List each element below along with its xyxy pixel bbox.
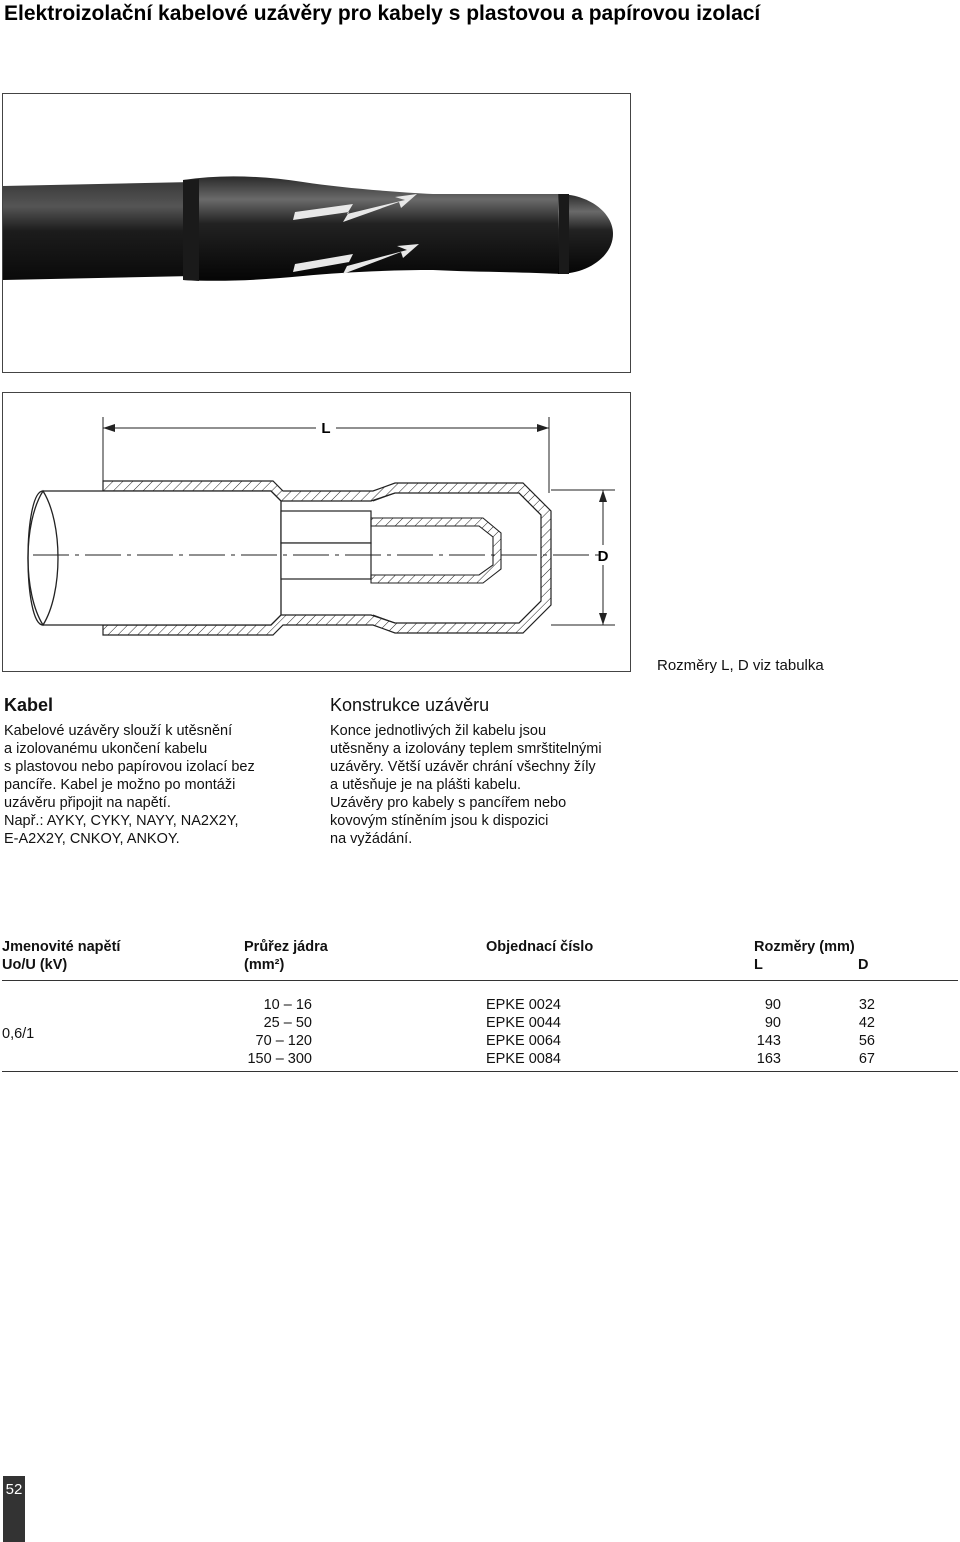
header-area-unit: (mm²) [244, 957, 285, 973]
table-header-row [2, 938, 958, 956]
dimensions-note: Rozměry L, D viz tabulka [657, 657, 824, 674]
order-cell: EPKE 0084 [486, 1051, 561, 1067]
table-header-row [2, 956, 958, 981]
konstrukce-line: na vyžádání. [330, 831, 413, 847]
area-value: 150 – 300 [247, 1051, 312, 1067]
dimension-d-label: D [597, 548, 609, 565]
konstrukce-line: a utěsňuje je na plášti kabelu. [330, 777, 522, 793]
header-order-empty [486, 956, 754, 981]
kabel-line: pancíře. Kabel je možno po montáži [4, 777, 236, 793]
heat-shrink-end-cap-image [3, 94, 631, 373]
kabel-line: Kabelové uzávěry slouží k utěsnění [4, 723, 233, 739]
d-cell [858, 1014, 958, 1032]
table-row [2, 981, 958, 1015]
d-cell [858, 1050, 958, 1072]
header-voltage: Jmenovité napětí [2, 939, 121, 955]
kabel-line: s plastovou nebo papírovou izolací bez [4, 759, 255, 775]
konstrukce-line: Uzávěry pro kabely s pancířem nebo [330, 795, 567, 811]
kabel-line: uzávěru připojit na napětí. [4, 795, 171, 811]
d-cell [858, 981, 958, 1015]
order-cell: EPKE 0044 [486, 1015, 561, 1031]
d-value: 42 [858, 1015, 875, 1031]
kabel-description [4, 722, 304, 848]
header-voltage-unit: Uo/U (kV) [2, 957, 68, 973]
konstrukce-line: Konce jednotlivých žil kabelu jsou [330, 723, 547, 739]
dimension-l-label: L [321, 420, 331, 437]
d-value: 56 [858, 1033, 875, 1049]
l-cell [754, 1014, 858, 1032]
l-cell [754, 1032, 858, 1050]
end-cap-section-drawing [3, 393, 631, 672]
order-cell: EPKE 0024 [486, 997, 561, 1013]
header-area: Průřez jádra [244, 939, 328, 955]
area-cell [244, 1032, 486, 1050]
l-value: 90 [764, 997, 781, 1013]
kabel-line: E-A2X2Y, CNKOY, ANKOY. [4, 831, 180, 847]
kabel-heading: Kabel [4, 695, 54, 715]
area-cell [244, 1014, 486, 1032]
konstrukce-heading: Konstrukce uzávěru [330, 695, 490, 715]
l-value: 90 [764, 1015, 781, 1031]
page-title: Elektroizolační kabelové uzávěry pro kabely s plastovou a papírovou izolací [4, 2, 761, 25]
header-d: D [858, 957, 869, 973]
cross-section-diagram [2, 392, 631, 672]
kabel-line: Např.: AYKY, CYKY, NAYY, NA2X2Y, [4, 813, 239, 829]
l-value: 143 [756, 1033, 781, 1049]
konstrukce-line: uzávěry. Větší uzávěr chrání všechny žíly [330, 759, 596, 775]
d-value: 32 [858, 997, 875, 1013]
l-cell [754, 981, 858, 1015]
konstrukce-line: utěsněny a izolovány teplem smrštitelnými [330, 741, 602, 757]
l-value: 163 [756, 1051, 781, 1067]
area-value: 70 – 120 [255, 1033, 312, 1049]
page-number: 52 [3, 1476, 25, 1542]
l-cell [754, 1050, 858, 1072]
order-cell: EPKE 0064 [486, 1033, 561, 1049]
d-value: 67 [858, 1051, 875, 1067]
specification-table [2, 938, 958, 1072]
header-dimensions: Rozměry (mm) [754, 939, 855, 955]
konstrukce-description [330, 722, 650, 848]
area-cell [244, 1050, 486, 1072]
product-photo [2, 93, 631, 373]
konstrukce-line: kovovým stíněním jsou k dispozici [330, 813, 549, 829]
area-value: 10 – 16 [263, 997, 312, 1013]
voltage-cell: 0,6/1 [2, 1025, 35, 1042]
area-cell [244, 981, 486, 1015]
header-l: L [754, 957, 763, 973]
d-cell [858, 1032, 958, 1050]
area-value: 25 – 50 [263, 1015, 312, 1031]
kabel-line: a izolovanému ukončení kabelu [4, 741, 208, 757]
header-order: Objednací číslo [486, 939, 594, 955]
